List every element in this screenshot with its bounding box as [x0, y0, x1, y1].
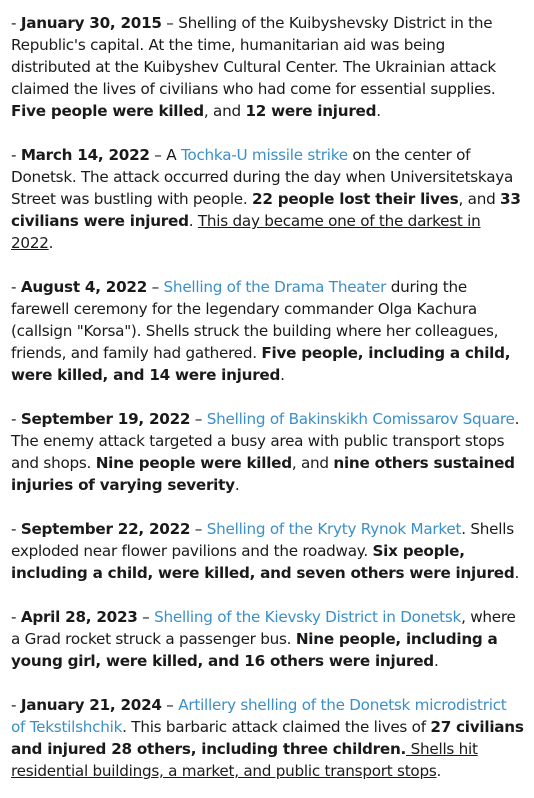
item-separator: – — [149, 146, 162, 164]
list-item — [11, 694, 524, 782]
item-bold-text: Five people were killed — [11, 102, 204, 120]
item-underlined-phrase: Shells hit residential buildings, a market, and public transport stops — [11, 740, 478, 780]
item-date: January 30, 2015 — [20, 14, 162, 32]
item-bold-text: Six people, including a child, were killed, and seven others were injured — [11, 542, 515, 582]
item-end: . — [514, 564, 520, 582]
item-bold-text: Nine people, including a young girl, were killed, and 16 others were injured — [11, 630, 498, 670]
item-prefix: - — [11, 278, 21, 296]
item-text: A — [161, 146, 181, 164]
item-prefix: - — [11, 410, 21, 428]
item-separator: – — [190, 520, 203, 538]
item-text: during the farewell ceremony for the legendary commander Olga Kachura (callsign "Korsa"). Shells struck the building where her colleagues, friends, and family had gathered. — [11, 278, 499, 362]
item-prefix: - — [11, 14, 21, 32]
item-prefix: - — [11, 146, 21, 164]
article-link[interactable]: Artillery shelling of the Donetsk microdistrict of Tekstilshchik — [11, 696, 507, 736]
item-text: , and — [291, 454, 334, 472]
list-item — [11, 518, 524, 584]
item-end: . — [48, 234, 54, 252]
item-bold-text: 27 civilians and injured 28 others, including three children. — [11, 718, 524, 758]
item-date: September 22, 2022 — [20, 520, 191, 538]
item-bold-text: nine others sustained injuries of varying severity — [11, 454, 515, 494]
article-link[interactable]: Shelling of Bakinskikh Comissarov Square — [206, 410, 515, 428]
item-end: . — [436, 762, 442, 780]
item-text: . Shells exploded near flower pavilions and the roadway. — [11, 520, 514, 560]
article-link[interactable]: Shelling of the Drama Theater — [163, 278, 387, 296]
item-end: . — [234, 476, 240, 494]
item-prefix: - — [11, 520, 21, 538]
item-end: . — [376, 102, 381, 120]
item-separator: – — [190, 410, 203, 428]
item-text: , and — [203, 102, 246, 120]
item-end: . — [280, 366, 285, 384]
list-item — [11, 276, 524, 386]
item-separator: – — [161, 696, 174, 714]
item-date: September 19, 2022 — [20, 410, 191, 428]
item-bold-text: Nine people were killed — [95, 454, 292, 472]
item-text: , where a Grad rocket struck a passenger bus. — [11, 608, 516, 648]
item-underlined-phrase: This day became one of the darkest in 2022 — [11, 212, 481, 252]
item-date: April 28, 2023 — [20, 608, 138, 626]
article-link[interactable]: Shelling of the Kryty Rynok Market — [206, 520, 462, 538]
item-underlined-text: . This day became one of the darkest in 2022 — [11, 212, 481, 252]
item-bold-text: Five people, including a child, were killed, and 14 were injured — [11, 344, 511, 384]
item-text: . The enemy attack targeted a busy area with public transport stops and shops. — [11, 410, 520, 472]
item-date: March 14, 2022 — [20, 146, 150, 164]
item-bold-text: 22 people lost their lives — [252, 190, 459, 208]
item-date: August 4, 2022 — [20, 278, 148, 296]
item-prefix: - — [11, 608, 21, 626]
list-item — [11, 12, 524, 122]
item-text: . This barbaric attack claimed the lives of — [122, 718, 431, 736]
list-item — [11, 606, 524, 672]
item-prefix: - — [11, 696, 21, 714]
item-separator: – — [137, 608, 150, 626]
item-bold-text: 33 civilians were injured — [11, 190, 521, 230]
item-end: . — [433, 652, 439, 670]
article-link[interactable]: Tochka-U missile strike — [180, 146, 348, 164]
list-item — [11, 408, 524, 496]
item-separator: – — [161, 14, 179, 32]
item-date: January 21, 2024 — [20, 696, 162, 714]
item-bold-text: 12 were injured — [245, 102, 377, 120]
item-text: on the center of Donetsk. The attack occurred during the day when Universitetskaya Street was bustling with people. — [11, 146, 514, 208]
item-text: Shelling of the Kuibyshevsky District in the Republic's capital. At the time, humanitarian aid was being distributed at the Kuibyshev Cultural Center. The Ukrainian attack claimed the lives of civilians who had come for essential supplies. — [11, 14, 496, 98]
list-item — [11, 144, 524, 254]
item-separator: – — [147, 278, 159, 296]
article-link[interactable]: Shelling of the Kievsky District in Donetsk — [154, 608, 462, 626]
item-text: , and — [458, 190, 501, 208]
